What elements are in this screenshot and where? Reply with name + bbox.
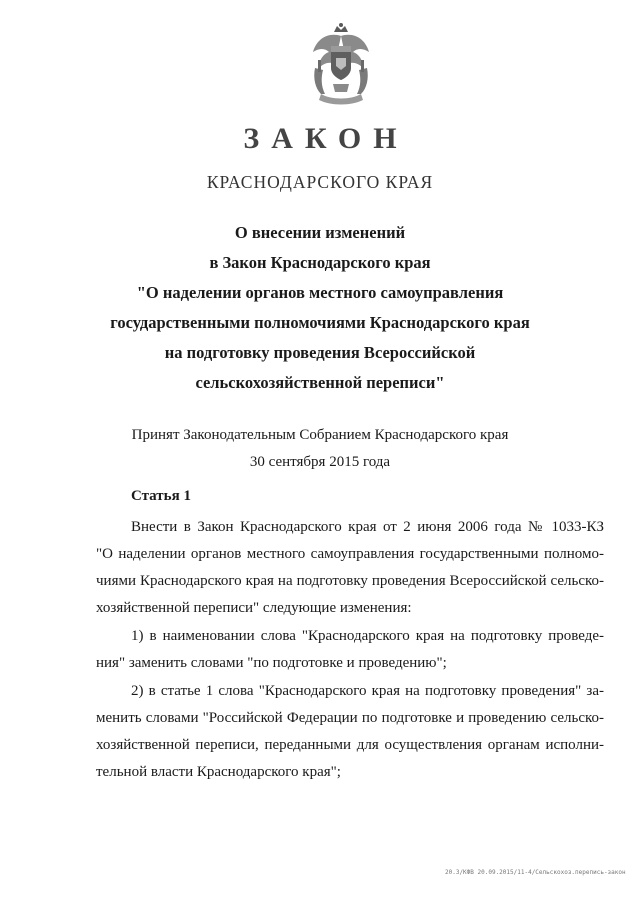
text-line: 1) в наименовании слова "Краснодарского края на подготовку проведе- (131, 628, 604, 644)
adoption-date: 30 сентября 2015 года (249, 454, 391, 470)
adoption-line: Принят Законодательным Собранием Краснодарского края (131, 427, 509, 443)
region-subtitle: КРАСНОДАРСКОГО КРАЯ (206, 172, 434, 192)
text-line: хозяйственной переписи" следующие изменения: (96, 600, 412, 616)
heading-line: государственными полномочиями Краснодарского края (110, 313, 530, 332)
heading-line: О внесении изменений (234, 223, 406, 242)
text-line: 2) в статье 1 слова "Краснодарского края на подготовку проведения" за- (131, 683, 604, 699)
coat-of-arms-icon (307, 22, 375, 108)
document-footer-id: 20.3/КФВ 20.09.2015/11-4/Сельскохоз.перепись-закон (445, 869, 626, 876)
text-line: "О наделении органов местного самоуправления государственными полномо- (96, 546, 604, 562)
article-body (96, 514, 604, 786)
paragraph (96, 514, 604, 622)
text-line: хозяйственной переписи, переданными для осуществления органам исполни- (96, 737, 604, 753)
text-line: Внести в Закон Краснодарского края от 2 июня 2006 года № 1033-КЗ (131, 519, 604, 535)
paragraph (96, 678, 604, 786)
heading-line: в Закон Краснодарского края (209, 253, 431, 272)
heading-line: "О наделении органов местного самоуправления (136, 283, 504, 302)
law-heading (0, 218, 640, 398)
paragraph (96, 623, 604, 677)
text-line: менить словами "Российской Федерации по подготовке и проведению сельско- (96, 710, 604, 726)
heading-line: на подготовку проведения Всероссийской (164, 343, 476, 362)
text-line: чиями Краснодарского края на подготовку проведения Всероссийской сельско- (96, 573, 604, 589)
adoption-note (0, 422, 640, 476)
text-line: тельной власти Краснодарского края"; (96, 764, 341, 780)
article-title: Статья 1 (131, 488, 191, 504)
law-title: ЗАКОН (243, 122, 409, 155)
text-line: ния" заменить словами "по подготовке и проведению"; (96, 655, 447, 671)
heading-line: сельскохозяйственной переписи" (195, 373, 445, 392)
